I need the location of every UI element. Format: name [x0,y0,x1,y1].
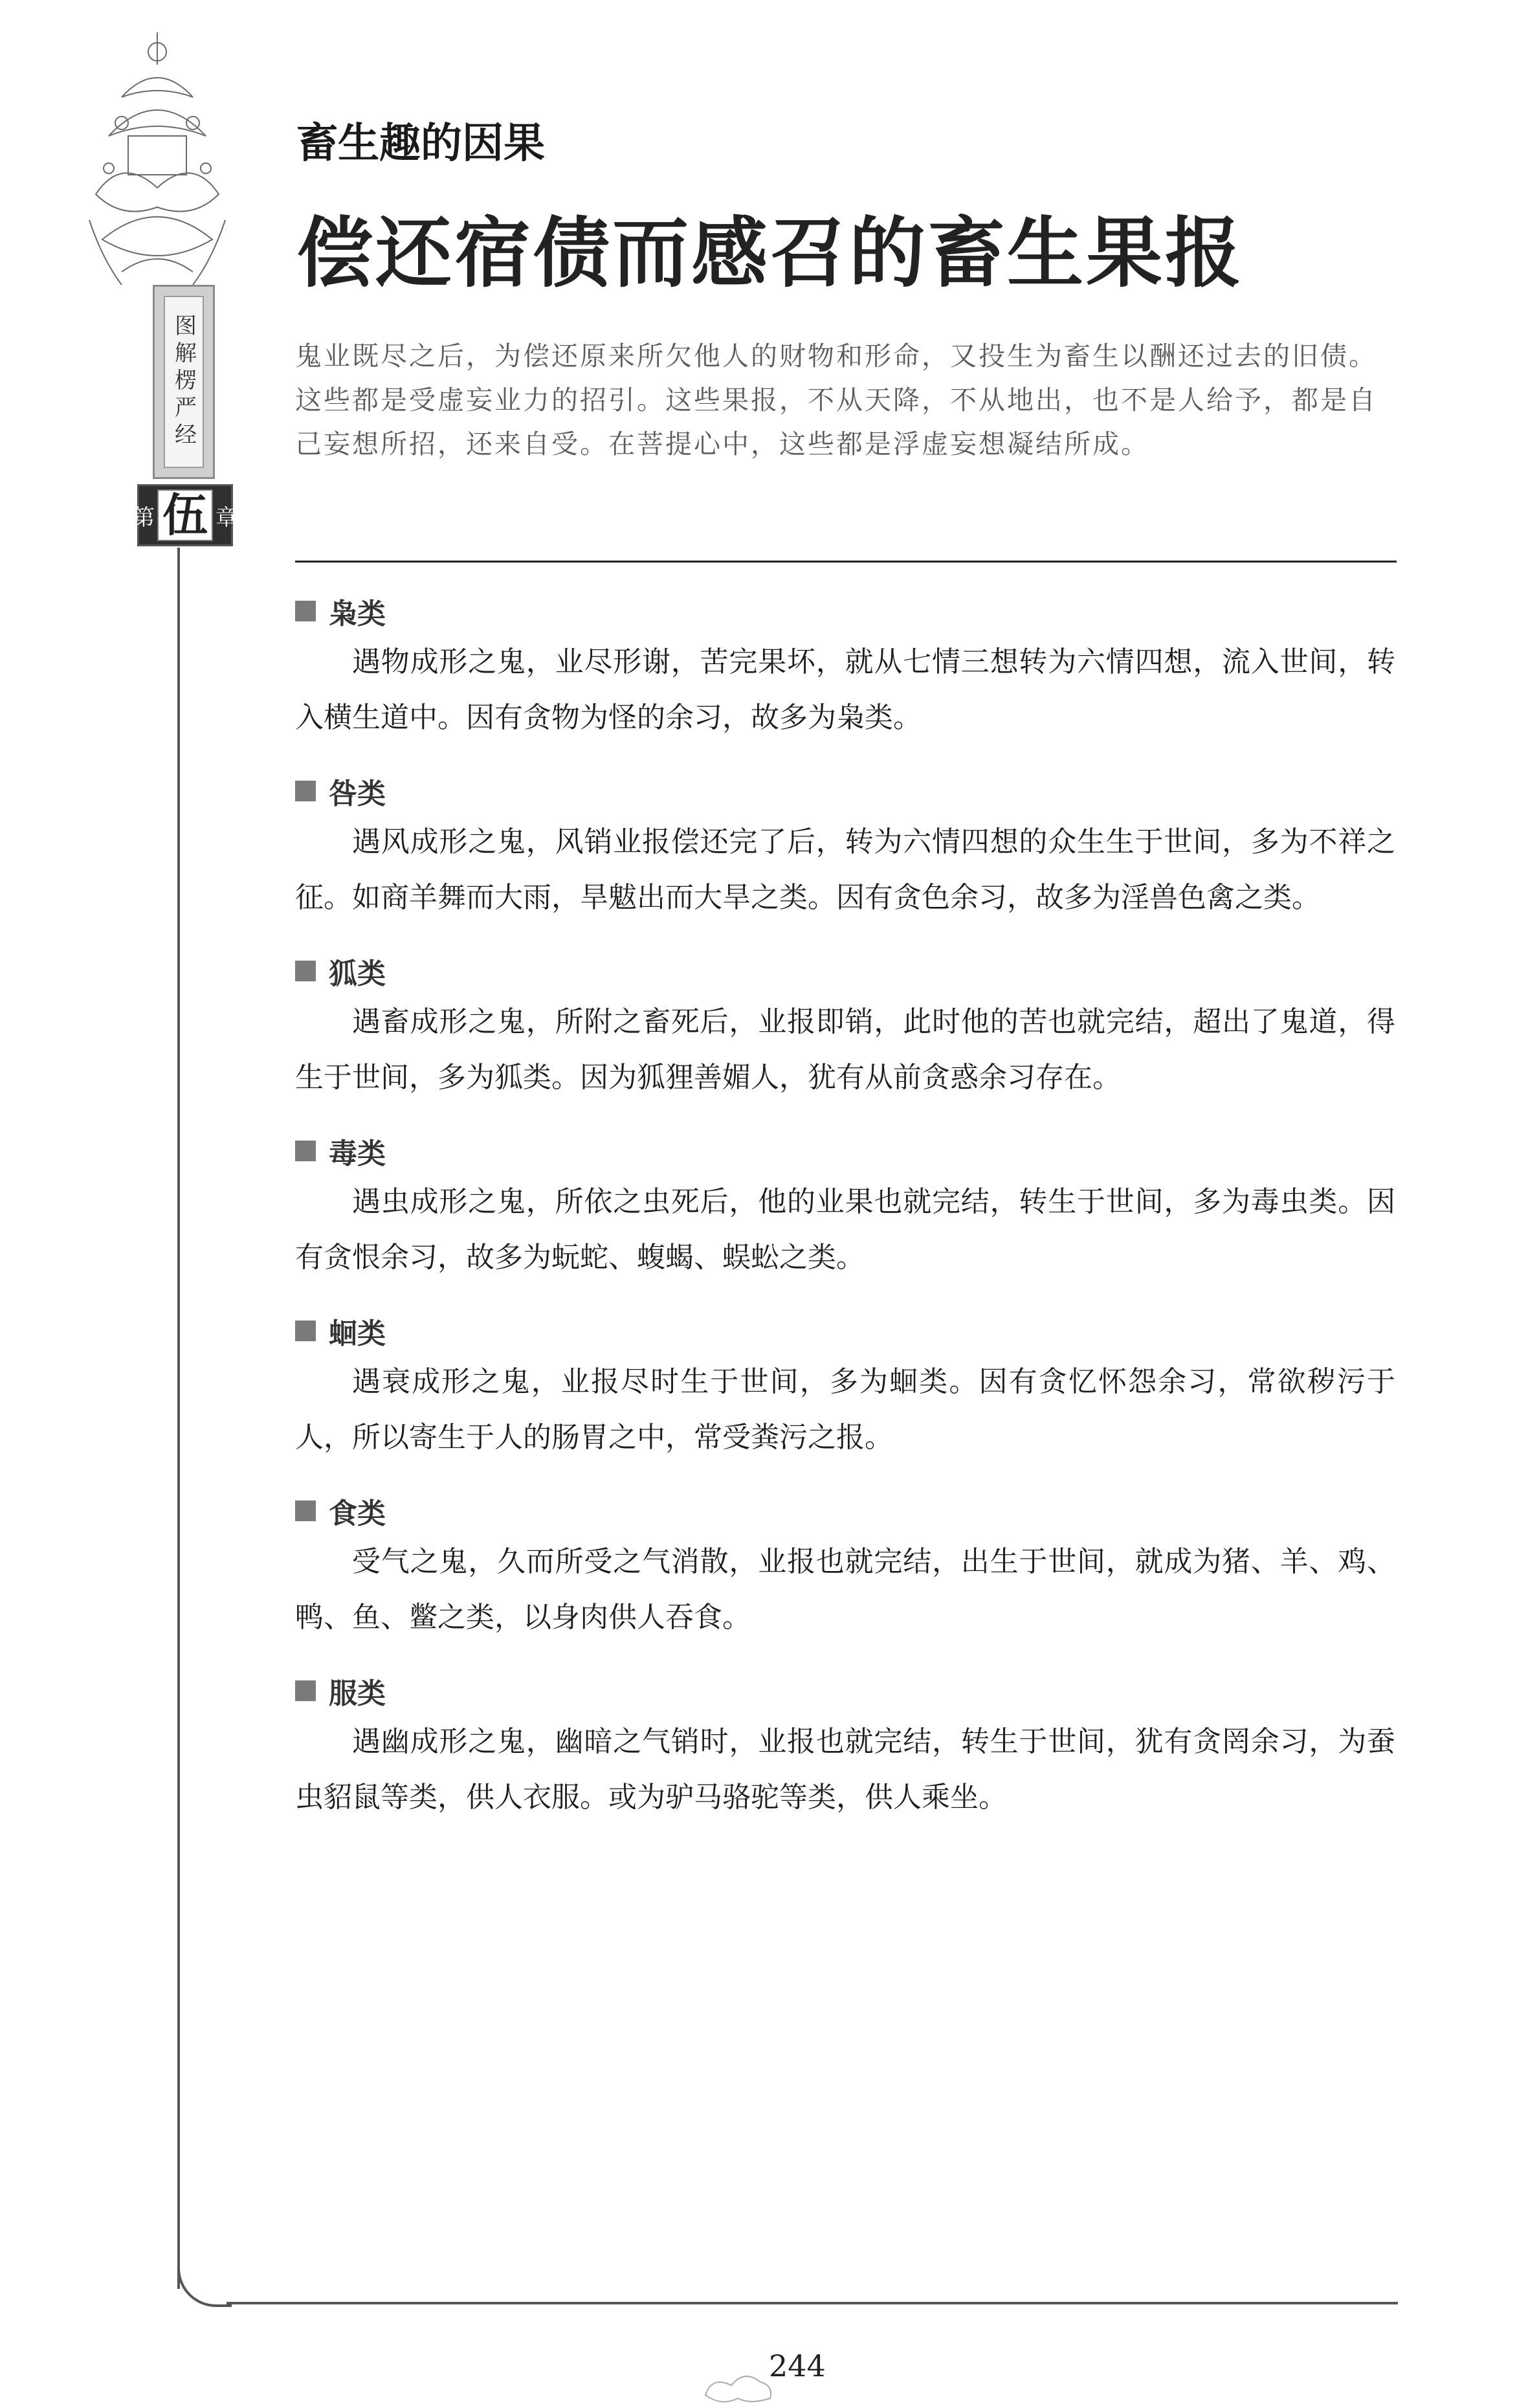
chapter-prefix: 第 [133,504,155,531]
section-paragraph: 遇幽成形之鬼，幽暗之气销时，业报也就完结，转生于世间，犹有贪罔余习，为蚕虫貂鼠等类，供人衣服。或为驴马骆驼等类，供人乘坐。 [295,1725,1395,1814]
section [295,1130,1395,1286]
chapter-number: 伍 [157,489,213,541]
section-heading-text: 毒类 [329,1137,386,1170]
section-heading [295,1130,1395,1172]
square-bullet-icon [295,1680,316,1701]
section-paragraph: 遇畜成形之鬼，所附之畜死后，业报即销，此时他的苦也就完结，超出了鬼道，得生于世间，多为狐类。因为狐狸善媚人，犹有从前贪惑余习存在。 [295,1005,1395,1094]
square-bullet-icon [295,601,316,621]
section-heading-text: 枭类 [329,597,386,630]
section-paragraph: 受气之鬼，久而所受之气消散，业报也就完结，出生于世间，就成为猪、羊、鸡、鸭、鱼、鳖之类，以身肉供人吞食。 [295,1545,1395,1634]
section-paragraph: 遇风成形之鬼，风销业报偿还完了后，转为六情四想的众生生于世间，多为不祥之征。如商羊舞而大雨，旱魃出而大旱之类。因有贪色余习，故多为淫兽色禽之类。 [295,825,1395,914]
chapter-suffix: 章 [216,504,238,531]
bottom-rule [227,2302,1398,2304]
intro-paragraph: 鬼业既尽之后，为偿还原来所欠他人的财物和形命，又投生为畜生以酬还过去的旧债。这些都是受虚妄业力的招引。这些果报，不从天降，不从地出，也不是人给予，都是自己妄想所招，还来自受。在菩提心中，这些都是浮虚妄想凝结所成。 [295,340,1377,460]
cloud-ornament-icon [699,2363,777,2408]
book-label: 图解楞严经 [170,314,197,450]
section-heading-text: 咎类 [329,777,386,810]
content-body [295,590,1395,1850]
page-title: 偿还宿债而感召的畜生果报 [296,208,1245,298]
page-number: 244 [769,2348,826,2383]
square-bullet-icon [295,1321,316,1341]
section-heading-text: 食类 [329,1497,386,1530]
section [295,950,1395,1106]
section-paragraph: 遇虫成形之鬼，所依之虫死后，他的业果也就完结，转生于世间，多为毒虫类。因有贪恨余习，故多为蚖蛇、蝮蝎、蜈蚣之类。 [295,1185,1395,1274]
section-heading [295,950,1395,992]
section [295,1670,1395,1825]
square-bullet-icon [295,961,316,981]
lotus-ornament-icon [83,26,232,304]
book-label-box [153,285,215,479]
section-heading [295,770,1395,812]
section-heading [295,1490,1395,1532]
square-bullet-icon [295,1141,316,1161]
section-heading [295,1310,1395,1352]
top-rule [295,561,1397,563]
section [295,1310,1395,1466]
section-heading [295,1670,1395,1711]
page-subtitle: 畜生趣的因果 [296,120,545,168]
section-heading-text: 服类 [329,1677,386,1710]
section [295,770,1395,926]
side-frame-line [177,548,180,2289]
section [295,590,1395,746]
chapter-tab [133,484,238,546]
frame-corner [177,2253,232,2307]
square-bullet-icon [295,781,316,801]
section-heading-text: 蛔类 [329,1317,386,1350]
section-heading [295,590,1395,632]
square-bullet-icon [295,1500,316,1521]
section [295,1490,1395,1645]
section-heading-text: 狐类 [329,957,386,990]
section-paragraph: 遇物成形之鬼，业尽形谢，苦完果坏，就从七情三想转为六情四想，流入世间，转入横生道中。因有贪物为怪的余习，故多为枭类。 [295,645,1395,734]
section-paragraph: 遇衰成形之鬼，业报尽时生于世间，多为蛔类。因有贪忆怀怨余习，常欲秽污于人，所以寄生于人的肠胃之中，常受粪污之报。 [295,1365,1395,1454]
